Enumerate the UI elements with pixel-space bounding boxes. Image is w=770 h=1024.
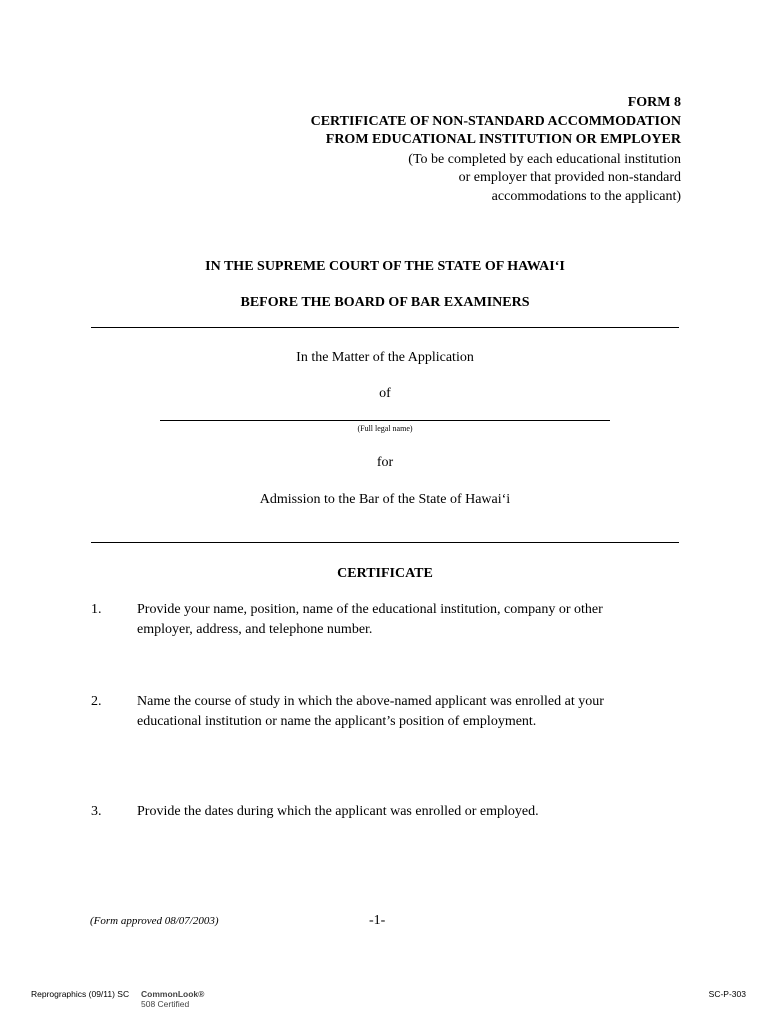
page-number: -1- <box>369 913 386 928</box>
item-3-text: Provide the dates during which the applicant was enrolled or employed. <box>137 804 539 819</box>
form-title-line2: FROM EDUCATIONAL INSTITUTION OR EMPLOYER <box>325 132 681 147</box>
matter-of: of <box>379 386 391 401</box>
certificate-heading: CERTIFICATE <box>337 566 433 581</box>
item-1-number: 1. <box>91 602 102 617</box>
form-code: SC-P-303 <box>708 989 746 999</box>
form-note-line2: or employer that provided non-standard <box>458 170 681 185</box>
full-legal-name-line[interactable] <box>160 420 610 421</box>
certified-label: 508 Certified <box>141 999 190 1009</box>
caption-top-rule <box>91 327 679 328</box>
full-legal-name-caption: (Full legal name) <box>357 424 413 433</box>
item-1-text: Provide your name, position, name of the educational institution, company or other employer, address, and telephone number. <box>137 602 603 637</box>
admission-line: Admission to the Bar of the State of Hawaiʻi <box>259 492 511 507</box>
caption-bottom-rule <box>91 542 679 543</box>
court-name: IN THE SUPREME COURT OF THE STATE OF HAWAIʻI <box>205 259 565 274</box>
form-number: FORM 8 <box>627 95 681 110</box>
item-2-text: Name the course of study in which the above-named applicant was enrolled at your educational institution or name the applicant’s position of employment. <box>137 694 604 729</box>
board-name: BEFORE THE BOARD OF BAR EXAMINERS <box>240 295 530 310</box>
item-2-number: 2. <box>91 694 102 709</box>
commonlook-logo: CommonLook® <box>141 989 205 999</box>
form-note-line3: accommodations to the applicant) <box>491 189 681 204</box>
matter-for: for <box>376 455 394 470</box>
reprographics-label: Reprographics (09/11) SC <box>31 989 130 999</box>
item-3-number: 3. <box>91 804 102 819</box>
form-title-line1: CERTIFICATE OF NON-STANDARD ACCOMMODATION <box>310 114 681 129</box>
form-approved-date: (Form approved 08/07/2003) <box>90 915 219 927</box>
form-note-line1: (To be completed by each educational institution <box>408 152 681 167</box>
matter-line: In the Matter of the Application <box>296 350 474 365</box>
